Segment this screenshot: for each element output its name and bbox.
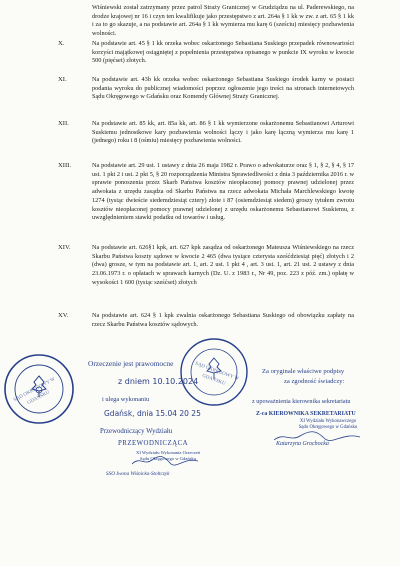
chairwoman-signature	[130, 454, 200, 468]
stamp-deputy-head: Z-ca KIEROWNIKA SEKRETARIATU	[256, 411, 356, 417]
seal-left-text: SĄD OKRĘGOWY W GDAŃSKU	[13, 377, 57, 406]
stamp-original-signatures: Za oryginale właściwe podpisy	[262, 368, 345, 375]
stamp-enforceable: i ulega wykonaniu	[102, 396, 150, 403]
stamp-right-department: XI Wydziału Wykonawczego Sądu Okręgowego w Gdańsku	[298, 419, 358, 430]
section-number-xiii: XIII.	[58, 162, 71, 169]
paragraph-xv: Na podstawie art. 624 § 1 kpk zwalnia oskarżonego Sebastiana Suskiego od obowiązku zapłaty na rzecz Skarbu Państwa kosztów sądowych.	[92, 312, 354, 328]
section-number-xi: XI.	[58, 76, 67, 83]
stamp-department: XI Wydziału Wykonania Orzeczeń Sądu Okręgowego w Gdańsku	[136, 450, 200, 461]
paragraph-x: Na podstawie art. 45 § 1 kk orzeka wobec oskarżonego Sebastiana Suskiego przepadek równowartości korzyści majątkowej osiągniętej z popełnienia przestępstwa opisanego w punkcie IX wyroku w kwocie 500 (pięćset) złotych.	[92, 40, 354, 65]
paragraph-xiv: Na podstawie art. 626§1 kpk, art. 627 kpk zasądza od oskarżonego Mateusza Wiśniewskiego na rzecz Skarbu Państwa koszty sądowe w kwocie 2 465 (dwa tysiące czterysta sześćdziesiąt pięć) złotych i 2 (dwa) grosze, w tym na podstawie art. 1, art. 2 ust. 1 pkt 4 , art. 3 ust. 1, art. 21 ust. 2 ustawy z dnia 23.06.1973 r. o opłatach w sprawach karnych (Dz. U. z 1983 r., Nr 49, poz. 223 z póź. zm.) opłatę w wysokości 1 600 (tysiąc sześćset) złotych	[92, 244, 354, 286]
stamp-chairman: Przewodniczący Wydziału	[100, 428, 173, 435]
section-number-x: X.	[58, 40, 65, 47]
stamp-authorization: z upoważnienia kierownika sekretariatu	[252, 398, 351, 405]
paragraph-xi: Na podstawie art. 43b kk orzeka wobec oskarżonego Sebastiana Suskiego środek karny w postaci podania wyroku do publicznej wiadomości poprzez ogłoszenie jego treści na stronach internetowych Sądu Okręgowego w Gdańsku oraz Komendy Głównej Straży Granicznej.	[92, 76, 354, 101]
paragraph-xiii: Na podstawie art. 29 ust. 1 ustawy z dnia 26 maja 1982 r. Prawo o adwokaturze oraz § 1, § 2, § 4, § 17 ust. 1 pkt 2 i ust. 2 pkt 5, § 20 rozporządzenia Ministra Sprawiedliwości z dnia 3 października 2016 r. w sprawie ponoszenia przez Skarb Państwa kosztów nieopłaconej pomocy prawnej udzielonej przez adwokata z urzędu zasądza od Skarbu Państwa na rzecz adwokata Michała Marchlewskiego kwotę 1274 (tysiąc dwieście siedemdziesiąt cztery) złote i 87 (osiemdziesiąt siedem) groszy tytułem zwrotu kosztów nieopłaconej pomocy prawnej udzielonej z urzędu oskarżonemu Sebastianowi Suskiemu, z uwzględnieniem stawki podatku od towarów i usług.	[92, 162, 354, 222]
section-number-xii: XII.	[58, 120, 69, 127]
paragraph-xii: Na podstawie art. 85 kk, art. 85a kk, art. 86 § 1 kk wymierzone oskarżonemu Sebastianowi Arturowi Suskiemu jednostkowe kary pozbawienia wolności łączy i jako karę łączną wymierza mu karę 1 (jednego) roku i 8 (ośmiu) miesięcy pozbawienia wolności.	[92, 120, 354, 145]
stamp-certifier-name: Katarzyna Grochocka	[276, 441, 329, 447]
stamp-final-judgment: Orzeczenie jest prawomocne	[88, 359, 174, 368]
paragraph-ix-continuation: Wiśniewski został zatrzymany przez patrol Straży Granicznej w Grudziądzu na ul. Paderewskiego, na drodze krajowej nr 16 i czyn ten kwalifikuje jako przestępstwo z art. 264a § 1 kk w zw. z art. 65 § 1 kk i za to go skazuje, a na podstawie art. 264a § 1 kk wymierza mu karę 6 (sześciu) miesięcy pozbawienia wolności.	[92, 4, 354, 38]
stamp-certified: za zgodność świadczy:	[284, 378, 345, 385]
stamp-chairwoman: PRZEWODNICZĄCA	[118, 440, 189, 447]
section-number-xiv: XIV.	[58, 244, 71, 251]
stamp-date-issued: Gdańsk, dnia 15.04 20 25	[104, 409, 201, 418]
section-number-xv: XV.	[58, 312, 69, 319]
stamp-judge-name: SSO Iwona Wiśnicka-Stoltczyk	[106, 471, 170, 477]
stamp-date-final: z dniem 10.10.2024	[118, 377, 199, 386]
seal-center-text: SĄD OKRĘGOWY W GDAŃSKU	[194, 361, 240, 387]
